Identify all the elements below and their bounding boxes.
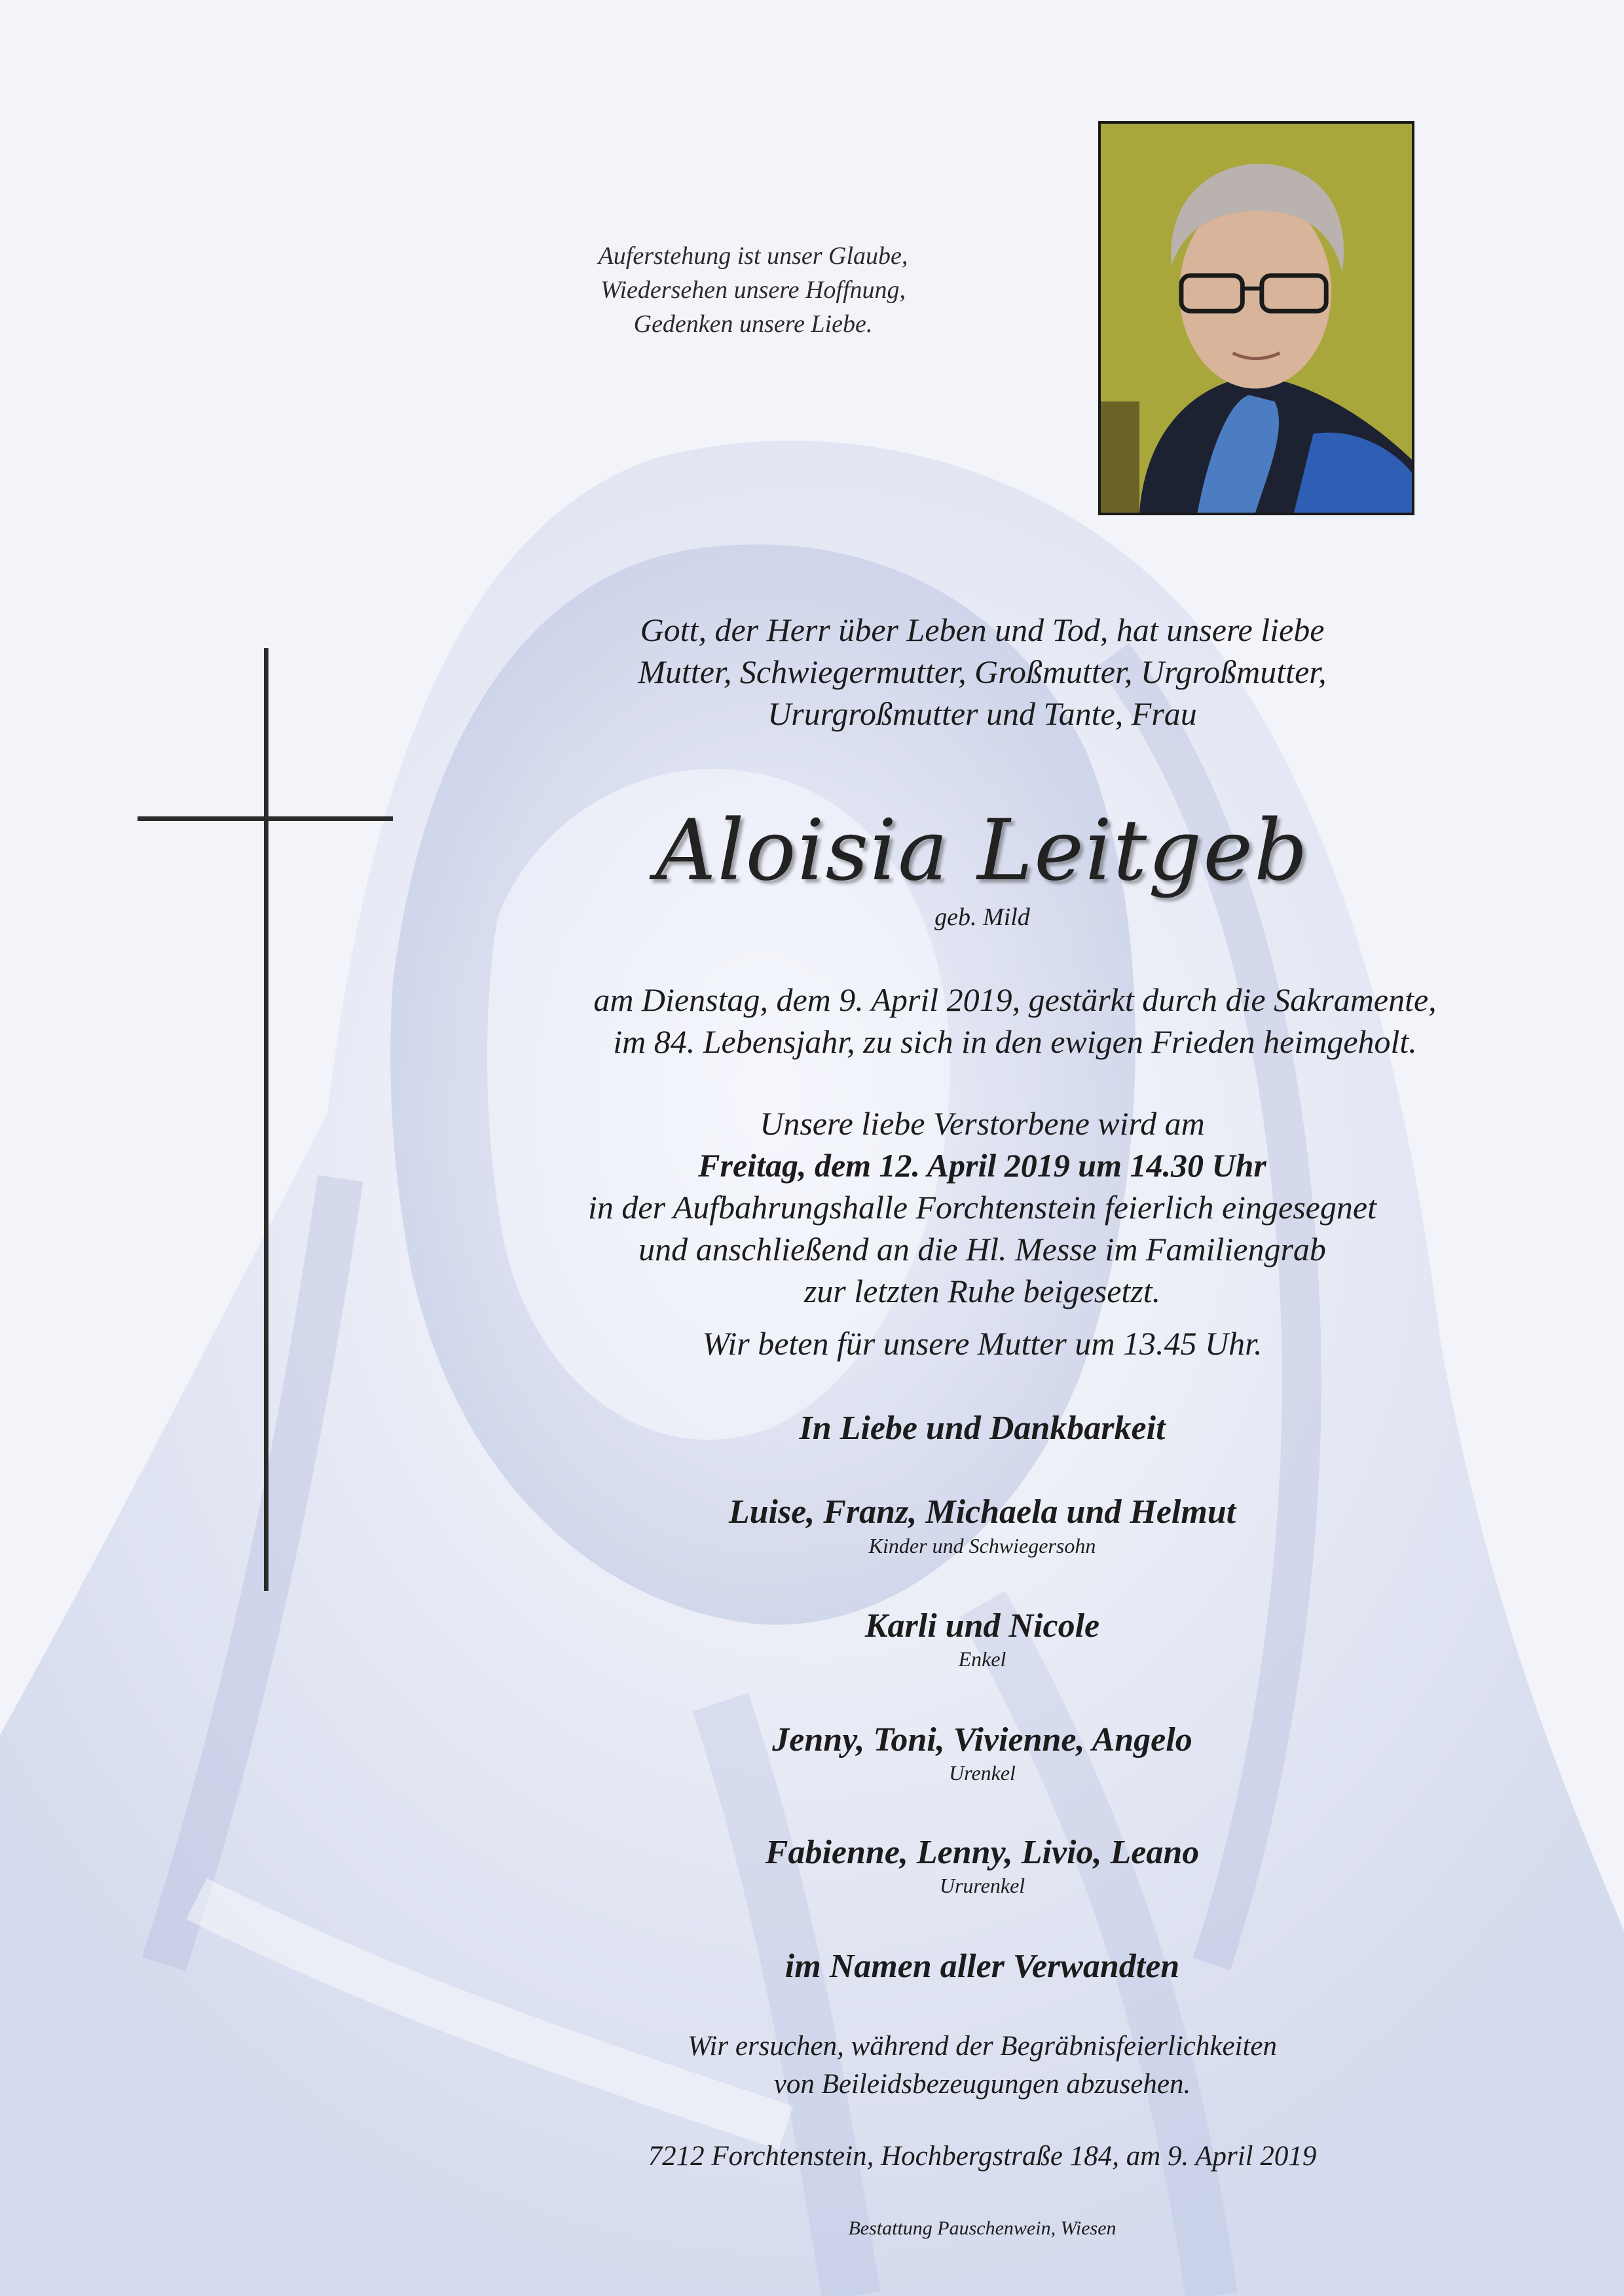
funeral-line-1: Unsere liebe Verstorbene wird am: [760, 1105, 1205, 1142]
motto-line-3: Gedenken unsere Liebe.: [633, 310, 873, 338]
motto-line-1: Auferstehung ist unser Glaube,: [598, 242, 908, 270]
funeral-line-5: zur letzten Ruhe beigesetzt.: [803, 1273, 1161, 1309]
death-line-2: im 84. Lebensjahr, zu sich in den ewigen Frieden heimgeholt.: [613, 1023, 1417, 1060]
mourner-group-relation: Urenkel: [949, 1761, 1016, 1785]
mourner-group-names: Karli und Nicole: [864, 1607, 1100, 1645]
request-line-1: Wir ersuchen, während der Begräbnisfeierlichkeiten: [687, 2031, 1278, 2062]
mourners-heading: In Liebe und Dankbarkeit: [799, 1410, 1166, 1447]
mourner-group-relation: Ururenkel: [939, 1874, 1025, 1897]
portrait-photo: [1098, 121, 1414, 515]
intro-line-2: Mutter, Schwiegermutter, Großmutter, Urgroßmutter,: [638, 653, 1327, 690]
cross-vertical-bar: [264, 648, 268, 1591]
address-line: 7212 Forchtenstein, Hochbergstraße 184, am 9. April 2019: [648, 2141, 1317, 2172]
death-line-1: am Dienstag, dem 9. April 2019, gestärkt durch die Sakramente,: [593, 981, 1437, 1018]
motto-line-2: Wiedersehen unsere Hoffnung,: [600, 276, 906, 304]
mourner-group-names: Jenny, Toni, Vivienne, Angelo: [772, 1721, 1192, 1758]
undertaker-credit: Bestattung Pauschenwein, Wiesen: [848, 2217, 1116, 2239]
mourner-group-relation: Enkel: [958, 1647, 1006, 1671]
intro-line-1: Gott, der Herr über Leben und Tod, hat unsere liebe: [640, 611, 1325, 648]
condolence-request: [458, 2028, 1506, 2104]
funeral-date: Freitag, dem 12. April 2019 um 14.30 Uhr: [698, 1147, 1266, 1184]
request-line-2: von Beileidsbezeugungen abzusehen.: [773, 2069, 1191, 2100]
motto-quote: [491, 239, 1015, 341]
mourners-closing: im Namen aller Verwandten: [784, 1948, 1180, 1985]
intro-text: [458, 609, 1506, 735]
cross-horizontal-bar: [138, 816, 393, 821]
mourner-group-relation: Kinder und Schwiegersohn: [868, 1534, 1096, 1558]
mourner-group-names: Luise, Franz, Michaela und Helmut: [728, 1493, 1236, 1531]
death-notice: [458, 979, 1572, 1063]
mourner-group-names: Fabienne, Lenny, Livio, Leano: [765, 1834, 1200, 1871]
birth-name: geb. Mild: [934, 903, 1030, 931]
funeral-line-3: in der Aufbahrungshalle Forchtenstein feierlich eingesegnet: [588, 1189, 1376, 1226]
intro-line-3: Ururgroßmutter und Tante, Frau: [767, 695, 1197, 732]
funeral-line-4: und anschließend an die Hl. Messe im Familiengrab: [638, 1231, 1326, 1267]
prayer-time: Wir beten für unsere Mutter um 13.45 Uhr.: [702, 1325, 1263, 1362]
deceased-name: Aloisia Leitgeb: [655, 802, 1309, 900]
